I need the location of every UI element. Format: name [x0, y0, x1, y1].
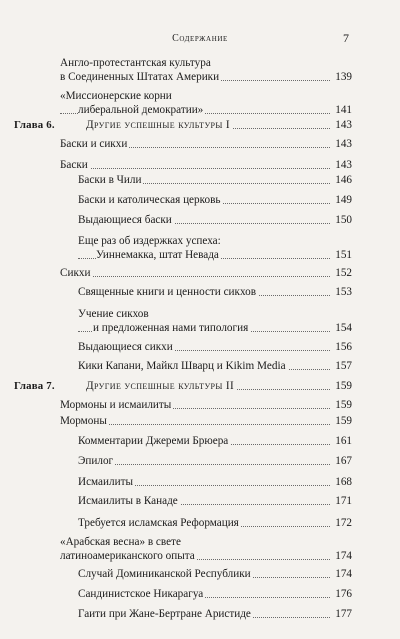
toc-entry-page: 161	[332, 434, 352, 448]
toc-entry	[60, 89, 352, 117]
toc-entry-page: 139	[332, 70, 352, 84]
running-header-title: Содержание	[172, 33, 228, 44]
toc-entry-page: 176	[332, 587, 352, 601]
toc-entry-title: Выдающиеся баски	[78, 214, 172, 226]
toc-entry-page: 174	[332, 549, 352, 563]
toc-entry-title: Случай Доминиканской Республики	[78, 568, 251, 580]
dot-leader	[60, 275, 330, 277]
toc-entry	[60, 137, 352, 151]
toc-entry-page: 172	[332, 516, 352, 530]
toc-entry	[78, 454, 352, 468]
toc-entry-title: и предложенная нами типология	[93, 322, 249, 334]
toc-entry	[78, 213, 352, 227]
toc-entry-title: Баски в Чили	[78, 174, 142, 186]
toc-entry	[78, 173, 352, 187]
toc-entry	[60, 56, 352, 84]
toc-entry-page: 159	[332, 398, 352, 412]
toc-entry-title: Исмаилиты	[78, 476, 133, 488]
toc-entry-page: 159	[332, 379, 352, 393]
toc-entry-page: 159	[332, 414, 352, 428]
chapter-label: Глава 7.	[14, 380, 55, 392]
toc-entry-title: Мормоны	[60, 415, 107, 427]
toc-entry-title: Требуется исламская Реформация	[78, 517, 239, 529]
toc-entry	[60, 398, 352, 412]
toc-entry-title: Эпилог	[78, 455, 114, 467]
toc-entry-title: «Миссионерские корни	[60, 90, 172, 102]
dot-leader	[78, 463, 330, 465]
toc-entry	[78, 494, 352, 508]
toc-entry-page: 143	[332, 158, 352, 172]
toc-entry	[60, 158, 352, 172]
toc-entry-page: 177	[332, 607, 352, 621]
toc-entry	[78, 587, 352, 601]
toc-entry-page: 151	[332, 248, 352, 262]
toc-entry	[60, 535, 352, 563]
toc-entry	[78, 234, 352, 262]
toc-entry-page: 168	[332, 475, 352, 489]
toc-entry-page: 157	[332, 359, 352, 373]
toc-entry-title: Еще раз об издержках успеха:	[78, 235, 221, 247]
toc-entry-title: Комментарии Джереми Брюера	[78, 435, 229, 447]
toc-entry-title: Баски и сикхи	[60, 138, 128, 150]
toc-entry-title: Гаити при Жане-Бертране Аристиде	[78, 608, 251, 620]
toc-entry-title: Другие успешные культуры I	[86, 119, 231, 131]
toc-entry-page: 143	[332, 137, 352, 151]
toc-entry-title: Исмаилиты в Канаде	[78, 495, 178, 507]
dot-leader	[60, 167, 330, 169]
toc-entry-title: латиноамериканского опыта	[60, 550, 195, 562]
chapter-heading	[86, 379, 352, 393]
toc-entry	[60, 414, 352, 428]
toc-entry	[78, 340, 352, 354]
toc-entry-title: Выдающиеся сикхи	[78, 341, 173, 353]
toc-entry	[78, 567, 352, 581]
toc-entry-title: Англо-протестантская культура	[60, 57, 211, 69]
toc-entry-page: 149	[332, 193, 352, 207]
toc-entry	[78, 307, 352, 335]
toc-entry-title: Сикхи	[60, 267, 91, 279]
toc-entry-page: 143	[332, 118, 352, 132]
toc-entry-page: 141	[332, 103, 352, 117]
toc-entry-title: Мормоны и исмаилиты	[60, 399, 172, 411]
toc-entry	[78, 193, 352, 207]
toc-entry-title: Баски и католическая церковь	[78, 194, 221, 206]
toc-entry-page: 171	[332, 494, 352, 508]
toc-entry-page: 156	[332, 340, 352, 354]
toc-entry-title: Священные книги и ценности сикхов	[78, 286, 257, 298]
toc-entry-page: 174	[332, 567, 352, 581]
toc-entry	[78, 434, 352, 448]
toc-entry-page: 154	[332, 321, 352, 335]
page-number: 7	[343, 31, 349, 45]
toc-entry	[78, 607, 352, 621]
toc-entry-title: Уиннемакка, штат Невада	[96, 249, 219, 261]
toc-entry-title: «Арабская весна» в свете	[60, 536, 181, 548]
toc-entry-page: 152	[332, 266, 352, 280]
toc-entry	[78, 475, 352, 489]
toc-entry-title: Кики Капани, Майкл Шварц и Kikim Media	[78, 360, 286, 372]
chapter-heading	[86, 118, 352, 132]
toc-entry-page: 150	[332, 213, 352, 227]
toc-entry	[78, 359, 352, 373]
toc-entry-page: 146	[332, 173, 352, 187]
chapter-label: Глава 6.	[14, 119, 55, 131]
toc-entry-title: Учение сикхов	[78, 308, 149, 320]
toc-entry	[60, 266, 352, 280]
toc-entry-page: 167	[332, 454, 352, 468]
toc-entry-title: Другие успешные культуры II	[86, 380, 235, 392]
toc-entry-title: либеральной демократии»	[78, 104, 204, 116]
toc-entry-title: Баски	[60, 159, 88, 171]
toc-entry-title: Сандинистское Никарагуа	[78, 588, 204, 600]
toc-entry-page: 153	[332, 285, 352, 299]
toc-entry	[78, 516, 352, 530]
toc-entry-title: в Соединенных Штатах Америки	[60, 71, 220, 83]
toc-entry	[78, 285, 352, 299]
